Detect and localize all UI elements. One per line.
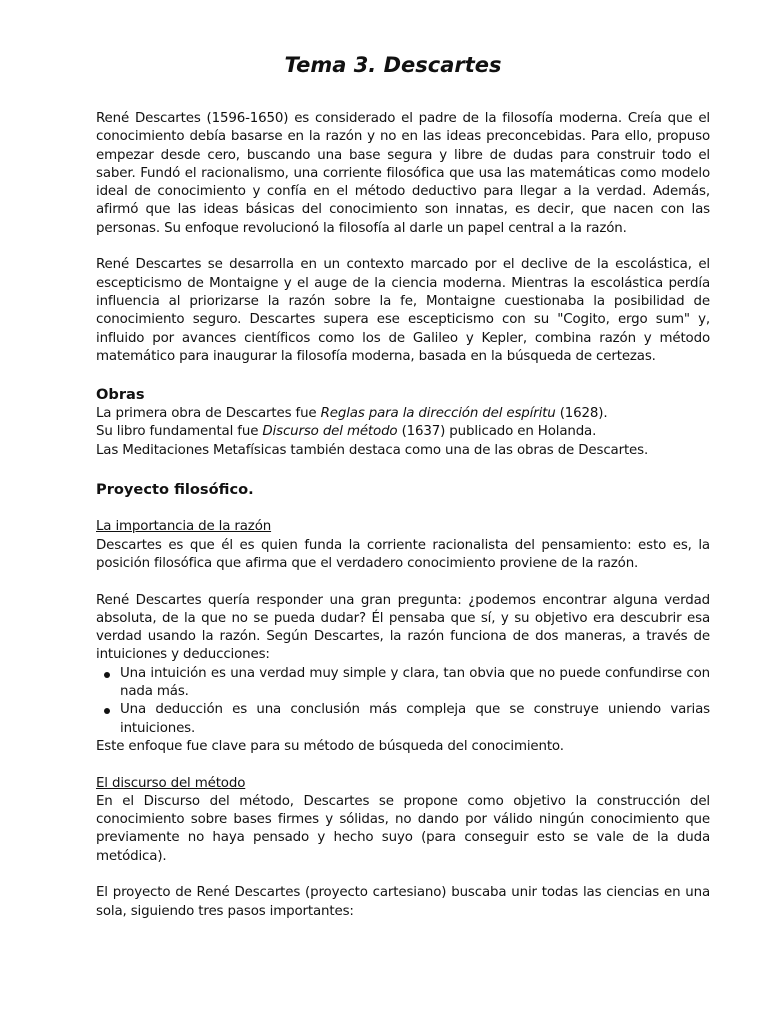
list-item: Una intuición es una verdad muy simple y clara, tan obvia que no puede confundirse con nada más. [120,665,710,702]
razon-paragraph: Descartes es que él es quien funda la corriente racionalista del pensamiento: esto es, la posición filosófica que afirma que el verdadero conocimiento proviene de la razón. [96,537,710,571]
bullet-icon [104,672,110,678]
obras-list [96,405,710,460]
intro-paragraph: René Descartes (1596-1650) es considerado el padre de la filosofía moderna. Creía que el conocimiento debía basarse en la razón y no en las ideas preconcebidas. Para ello, propuso empezar desde cero, buscando una base segura y libre de dudas para construir todo el saber. Fundó el racionalismo, una corriente filosófica que usa las matemáticas como modelo ideal de conocimiento y confía en el método deductivo para llegar a la verdad. Además, afirmó que las ideas básicas del conocimiento son innatas, es decir, que nacen con las personas. Su enfoque revolucionó la filosofía al darle un papel central a la razón. [96,111,710,236]
reason-bullet-list [96,665,710,738]
obras-title-reglas: Reglas para la dirección del espíritu [320,406,556,422]
bullet-icon [104,708,110,714]
proyecto-heading: Proyecto filosófico. [96,481,254,499]
question-paragraph: René Descartes quería responder una gran pregunta: ¿podemos encontrar alguna verdad absoluta, de la que no se pueda dudar? Él pensaba que sí, y su objetivo era descubrir esa verdad usando la razón. Según Descartes, la razón funciona de dos maneras, a través de intuiciones y deducciones: [96,592,710,663]
obras-line-2: Su libro fundamental fue Discurso del método (1637) publicado en Holanda. [96,424,597,440]
closing-paragraph: Este enfoque fue clave para su método de búsqueda del conocimiento. [96,738,564,754]
document-page [96,50,710,921]
discurso-section [96,775,710,866]
project-paragraph: El proyecto de René Descartes (proyecto cartesiano) buscaba unir todas las ciencias en una sola, siguiendo tres pasos importantes: [96,885,710,919]
context-paragraph: René Descartes se desarrolla en un contexto marcado por el declive de la escolástica, el escepticismo de Montaigne y el auge de la ciencia moderna. Mientras la escolástica perdía influencia al priorizarse la razón sobre la fe, Montaigne cuestionaba la posibilidad de conocimiento seguro. Descartes supera ese escepticismo con su "Cogito, ergo sum" y, influido por avances científicos como los de Galileo y Kepler, combina razón y método matemático para inaugurar la filosofía moderna, basada en la búsqueda de certezas. [96,257,710,364]
razon-subheading: La importancia de la razón [96,519,272,535]
discurso-paragraph: En el Discurso del método, Descartes se propone como objetivo la construcción del conocimiento sobre bases firmes y sólidas, no dando por válido ningún conocimiento que previamente no haya pensado y hecho suyo (para conseguir esto se vale de la duda metódica). [96,793,710,864]
obras-line-1: La primera obra de Descartes fue Reglas para la dirección del espíritu (1628). [96,406,608,422]
discurso-subheading: El discurso del método [96,775,246,791]
page-title: Tema 3. Descartes [284,53,502,77]
obras-title-discurso: Discurso del método [262,424,398,440]
list-item: Una deducción es una conclusión más compleja que se construye uniendo varias intuiciones. [120,701,710,738]
obras-line-3: Las Meditaciones Metafísicas también destaca como una de las obras de Descartes. [96,442,649,458]
razon-section [96,518,710,573]
obras-heading: Obras [96,386,145,404]
